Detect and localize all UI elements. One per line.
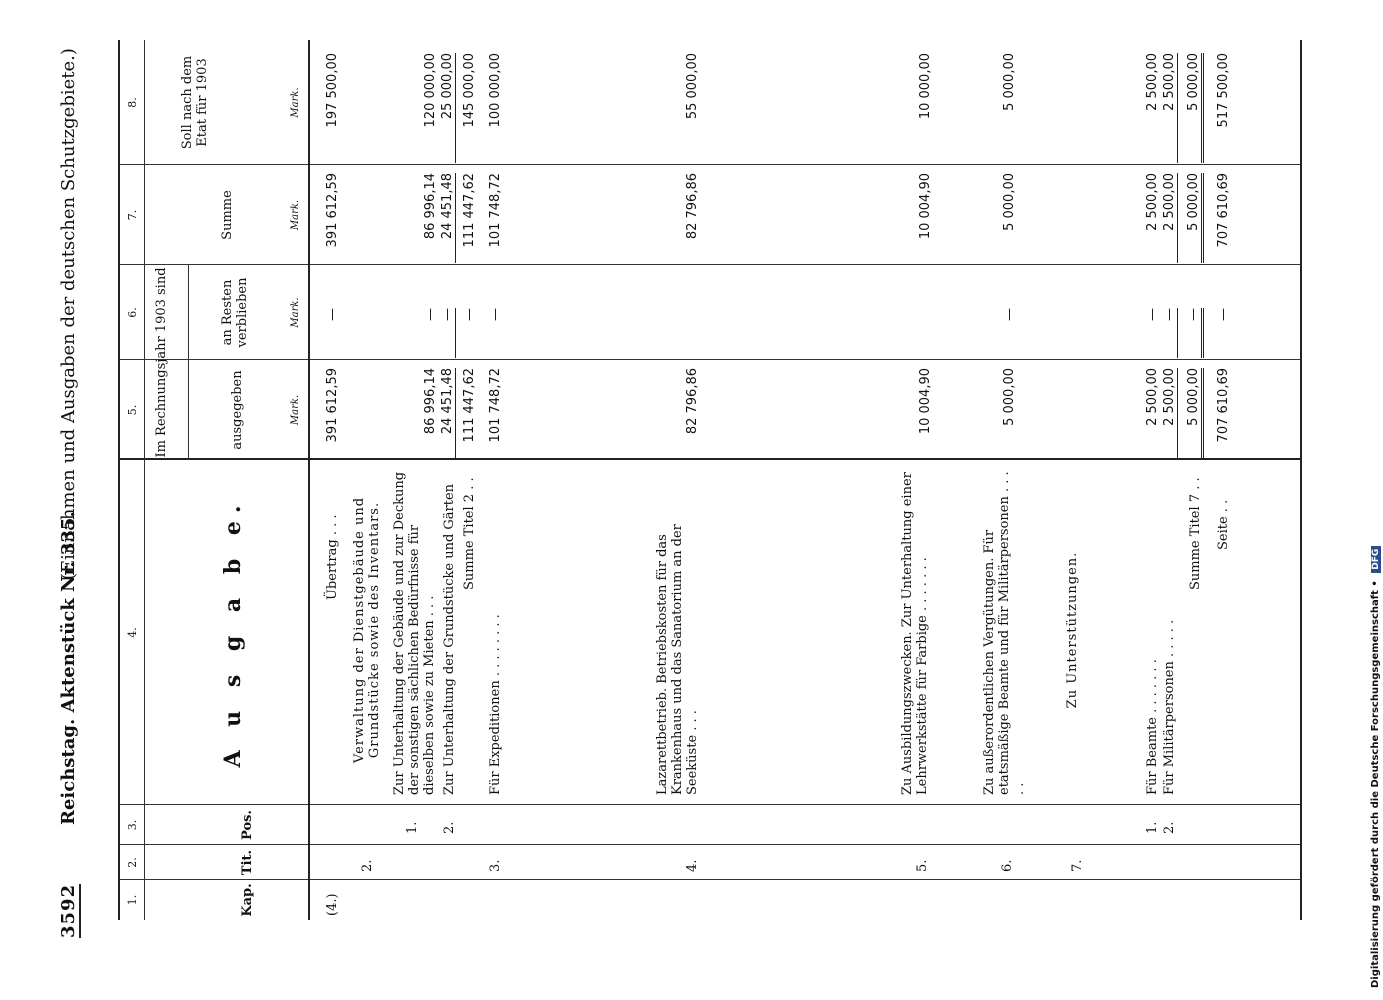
page-number: 3592 <box>58 883 79 938</box>
amount-resten: — <box>1002 308 1017 321</box>
amount-resten: — <box>1216 308 1231 321</box>
pos-value: 2. <box>1162 821 1177 834</box>
unit-mark: Mark. <box>290 87 301 118</box>
amount-summe: 111 447,62 <box>462 173 477 248</box>
tit-value: 2. <box>360 859 375 872</box>
row-description: Übertrag . . . <box>325 514 340 600</box>
col-number: 6. <box>126 307 139 318</box>
rule <box>144 40 145 920</box>
amount-resten: — <box>1162 308 1178 358</box>
header-an-resten: an Resten verblieben <box>220 277 250 348</box>
col-number: 3. <box>126 819 139 831</box>
header-ausgabe: A u s g a b e. <box>220 497 246 768</box>
amount-summe: 24 451,48 <box>440 173 456 263</box>
amount-soll: 5 000,00 <box>1186 53 1204 163</box>
amount-ausgegeben: 10 004,90 <box>918 368 933 435</box>
amount-soll: 2 500,00 <box>1162 53 1178 163</box>
kap-value: (4.) <box>325 893 340 916</box>
header-summe: Summe <box>220 190 235 240</box>
row-description: Für Militärpersonen . . . . . <box>1162 619 1177 795</box>
amount-soll: 120 000,00 <box>423 53 438 128</box>
row-description: Für Expeditionen . . . . . . . . <box>488 614 503 795</box>
amount-summe: 391 612,59 <box>325 173 340 248</box>
amount-ausgegeben: 2 500,00 <box>1162 368 1178 458</box>
rule <box>308 40 310 920</box>
tit-value: 4. <box>685 859 700 872</box>
header-soll: Soll nach dem Etat für 1903 <box>180 55 210 150</box>
amount-ausgegeben: 5 000,00 <box>1186 368 1204 458</box>
row-description: Zu außerordentlichen Vergütungen. Für etatsmäßige Beamte und für Militärpersonen . . . . . <box>982 471 1027 795</box>
amount-resten: — <box>462 308 477 321</box>
amount-soll: 145 000,00 <box>462 53 477 128</box>
rule <box>120 879 1300 880</box>
amount-resten: — <box>440 308 456 358</box>
amount-summe: 2 500,00 <box>1162 173 1178 263</box>
col-number: 7. <box>126 209 139 221</box>
col-number: 4. <box>126 627 139 638</box>
amount-summe: 2 500,00 <box>1145 173 1160 231</box>
tit-value: 3. <box>488 859 503 872</box>
amount-summe: 86 996,14 <box>423 173 438 240</box>
amount-summe: 82 796,86 <box>685 173 700 240</box>
row-description: Zu Unterstützungen. <box>1065 551 1080 709</box>
rule <box>120 804 1300 805</box>
amount-summe: 5 000,00 <box>1186 173 1204 263</box>
row-description: Zu Ausbildungszwecken. Zur Unterhaltung einer Lehrwerkstätte für Farbige . . . . . . . <box>900 472 930 795</box>
amount-ausgegeben: 82 796,86 <box>685 368 700 435</box>
amount-resten: — <box>325 308 340 321</box>
amount-ausgegeben: 2 500,00 <box>1145 368 1160 426</box>
document-title: Reichstag. Aktenstück Nr. 335. <box>58 511 79 825</box>
amount-resten: — <box>1145 308 1160 321</box>
expenditure-table <box>118 40 1302 920</box>
amount-ausgegeben: 86 996,14 <box>423 368 438 435</box>
col-number: 5. <box>126 404 139 416</box>
row-description: Seite . . <box>1216 499 1231 550</box>
row-description: Summe Titel 7 . . <box>1188 477 1203 590</box>
funding-note <box>1370 8 1381 988</box>
amount-summe: 707 610,69 <box>1216 173 1231 248</box>
amount-soll: 55 000,00 <box>685 53 700 120</box>
amount-summe: 10 004,90 <box>918 173 933 240</box>
amount-resten: — <box>423 308 438 321</box>
header-pos: Pos. <box>240 810 255 840</box>
tit-value: 5. <box>915 859 930 872</box>
document-subtitle: (Einnahmen und Ausgaben der deutschen Schutzgebiete.) <box>58 48 79 580</box>
row-description: Summe Titel 2 . . <box>462 477 477 590</box>
amount-soll: 197 500,00 <box>325 53 340 128</box>
amount-soll: 5 000,00 <box>1002 53 1017 111</box>
amount-soll: 100 000,00 <box>488 53 503 128</box>
unit-mark: Mark. <box>290 199 301 231</box>
pos-value: 1. <box>1145 821 1160 834</box>
amount-ausgegeben: 5 000,00 <box>1002 368 1017 426</box>
page-header <box>58 0 98 1000</box>
pos-value: 1. <box>405 821 420 834</box>
header-kap: Kap. <box>240 883 255 917</box>
tit-value: 6. <box>1000 859 1015 872</box>
amount-soll: 10 000,00 <box>918 53 933 120</box>
rule <box>188 265 189 460</box>
amount-summe: 101 748,72 <box>488 173 503 248</box>
rule <box>120 844 1300 845</box>
unit-mark: Mark. <box>290 394 301 426</box>
pos-value: 2. <box>442 821 457 834</box>
header-ausgegeben: ausgegeben <box>230 370 245 450</box>
amount-ausgegeben: 24 451,48 <box>440 368 456 458</box>
amount-ausgegeben: 111 447,62 <box>462 368 477 443</box>
header-rechnungsjahr: Im Rechnungsjahr 1903 sind <box>154 267 169 458</box>
row-description: Zur Unterhaltung der Grundstücke und Gärten <box>442 483 457 795</box>
amount-ausgegeben: 391 612,59 <box>325 368 340 443</box>
dfg-logo: DFG <box>1371 546 1381 573</box>
amount-resten: — <box>1186 308 1204 358</box>
row-description: Für Beamte . . . . . . . <box>1145 659 1160 795</box>
amount-soll: 517 500,00 <box>1216 53 1231 128</box>
col-number: 8. <box>126 97 139 108</box>
amount-ausgegeben: 101 748,72 <box>488 368 503 443</box>
amount-soll: 2 500,00 <box>1145 53 1160 111</box>
amount-soll: 25 000,00 <box>440 53 456 163</box>
row-description: Zur Unterhaltung der Gebäude und zur Deckung der sonstigen sächlichen Bedürfnisse für dieselben sowie zu Mieten . . . <box>392 471 437 795</box>
row-description: Lazarettbetrieb. Betriebskosten für das Krankenhaus und das Sanatorium an der Seeküste . . . <box>655 524 700 795</box>
header-tit: Tit. <box>240 849 255 876</box>
amount-ausgegeben: 707 610,69 <box>1216 368 1231 443</box>
tit-value: 7. <box>1070 859 1085 872</box>
amount-resten: — <box>488 308 503 321</box>
funding-text: Digitalisierung gefördert durch die Deutsche Forschungsgemeinschaft • <box>1370 580 1381 988</box>
row-description: Verwaltung der Dienstgebäude und Grundstücke sowie des Inventars. <box>352 496 382 764</box>
amount-summe: 5 000,00 <box>1002 173 1017 231</box>
col-number: 1. <box>126 894 139 906</box>
unit-mark: Mark. <box>290 297 301 328</box>
col-number: 2. <box>126 857 139 868</box>
